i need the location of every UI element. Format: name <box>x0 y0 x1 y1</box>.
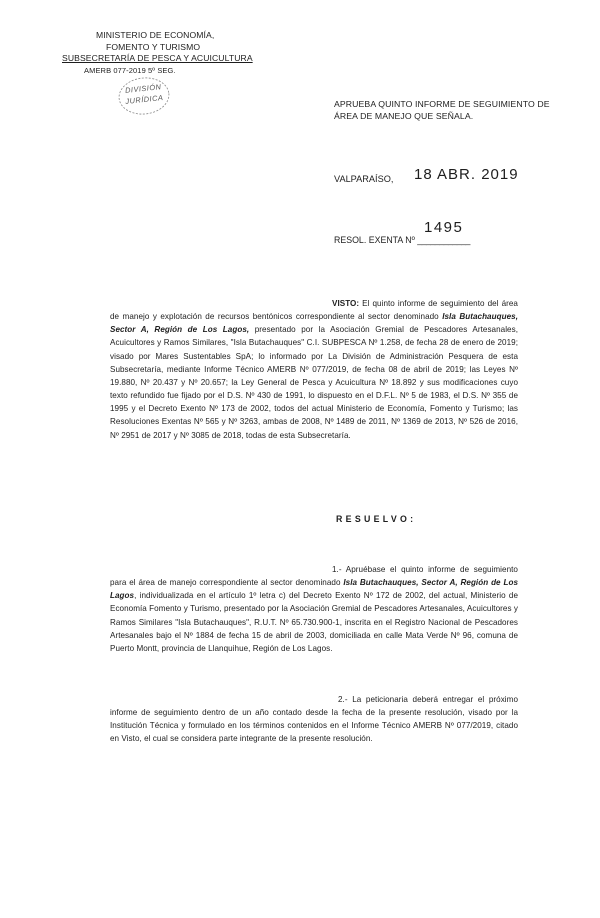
header-ministry: MINISTERIO DE ECONOMÍA, <box>96 30 215 40</box>
item-1-sector-name: Isla Butachauques, Sector A, Región de Los Lagos <box>110 578 518 601</box>
visto-text-1: El quinto informe de seguimiento del área de manejo y explotación de recursos bentónicos correspondiente al sector denominado <box>110 299 518 322</box>
visto-paragraph <box>110 297 518 442</box>
visto-sector-name: Isla Butachauques, Sector A, Región de Los Lagos, <box>110 312 518 335</box>
issuer-header <box>62 30 253 76</box>
reference-subject: APRUEBA QUINTO INFORME DE SEGUIMIENTO DE ÁREA DE MANEJO QUE SEÑALA. <box>334 99 550 121</box>
resolution-label-text: RESOL. EXENTA Nº <box>334 235 415 245</box>
item-2-text: 2.- La peticionaria deberá entregar el próximo informe de seguimiento dentro de un año contado desde la fecha de la presente resolución, visado por la Institución Técnica y formulado en los términos contenidos en el Informe Técnico AMERB Nº 077/2019, citado en Visto, el cual se considera parte integrante de la presente resolución. <box>110 695 518 744</box>
visto-label: VISTO: <box>332 299 360 308</box>
stamp-line-1: DIVISIÓN <box>124 82 162 95</box>
resuelvo-heading: RESUELVO: <box>336 514 417 524</box>
date-stamp: 18 ABR. 2019 <box>414 166 519 183</box>
place: VALPARAÍSO, <box>334 174 394 184</box>
item-1-text-2: , individualizada en el artículo 1º letra c) del Decreto Exento Nº 172 de 2002, del actual, Ministerio de Economía Fomento y Turismo, presentado por la Asociación Gremial de Pescadores Artesanales, Acuicultores y Ramos Similares "Isla Butachauques", R.U.T. Nº 65.730.900-1, inscrita en el Registro Nacional de Pescadores Artesanales bajo el Nº 1884 de fecha 15 de abril de 2003, domiciliada en calle Mata Verde Nº 96, comuna de Puerto Montt, provincia de Llanquihue, Región de Los Lagos. <box>110 591 518 653</box>
visto-text-2: presentado por la Asociación Gremial de Pescadores Artesanales, Acuicultores y Ramos Similares, "Isla Butachauques" C.I. SUBPESCA Nº 1.258, de fecha 28 de enero de 2019; visado por Mares Sustentables SpA; lo informado por La División de Administración Pesquera de esta Subsecretaría, mediante Informe Técnico AMERB Nº 077/2019, de fecha 08 de abril de 2019; las Leyes Nº 19.880, Nº 20.437 y Nº 20.657; la Ley General de Pesca y Acuicultura Nº 18.892 y sus modificaciones cuyo texto refundido fue fijado por el D.S. Nº 430 de 1991, lo dispuesto en el D.F.L. Nº 5 de 1983, el D.S. Nº 355 de 1995 y el Decreto Exento Nº 173 de 2002, todos del actual Ministerio de Economía, Fomento y Turismo; las Resoluciones Exentas Nº 565 y Nº 3263, ambas de 2008, Nº 1489 de 2011, Nº 1369 de 2013, Nº 526 de 2016, Nº 2951 de 2017 y Nº 3085 de 2018, todas de esta Subsecretaría. <box>110 325 519 440</box>
division-stamp <box>116 73 172 118</box>
stamp-line-2: JURÍDICA <box>124 93 164 106</box>
header-file-code: AMERB 077-2019 5º SEG. <box>84 65 176 75</box>
resolution-number: 1495 <box>424 219 464 236</box>
item-1-text-1: 1.- Apruébase el quinto informe de seguimiento para el área de manejo correspondiente al sector denominado <box>110 565 518 588</box>
header-subsecretariat: SUBSECRETARÍA DE PESCA Y ACUICULTURA <box>62 53 253 63</box>
resolution-item-1 <box>110 563 518 655</box>
resolution-item-2 <box>110 693 518 746</box>
resolution-label <box>334 235 470 245</box>
resolution-blank-line: ____________ <box>417 235 470 245</box>
header-ministry-2: FOMENTO Y TURISMO <box>106 41 201 52</box>
